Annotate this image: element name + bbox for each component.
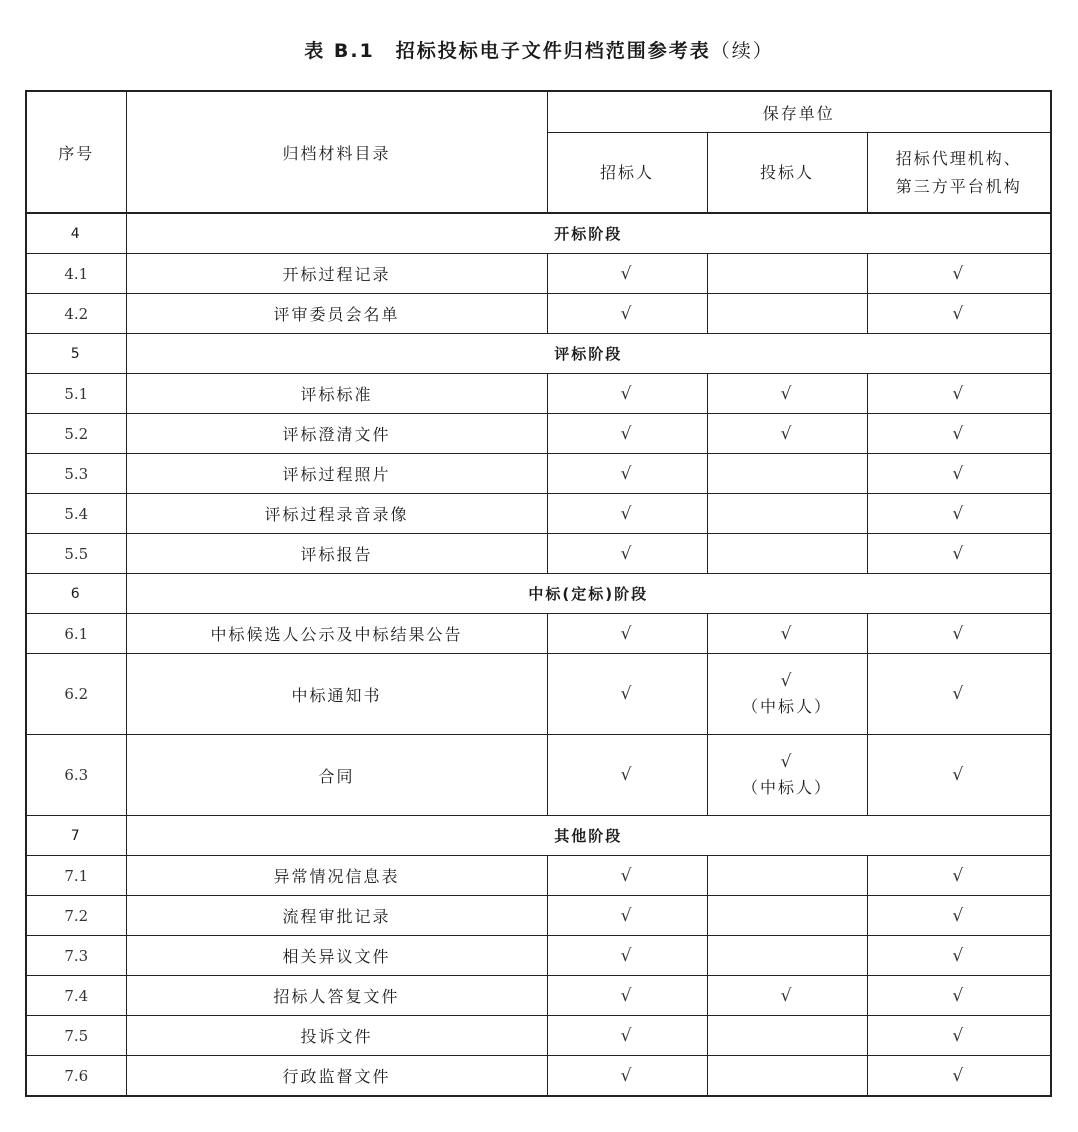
row-material: 评标报告 — [126, 534, 547, 574]
header-agency-line2: 第三方平台机构 — [895, 176, 1022, 196]
table-row — [26, 654, 1051, 735]
stage-row — [26, 816, 1051, 856]
row-material: 异常情况信息表 — [126, 856, 547, 896]
table-row — [26, 976, 1051, 1016]
row-tenderer-mark: √ — [547, 856, 707, 896]
row-material: 开标过程记录 — [126, 254, 547, 294]
stage-name: 开标阶段 — [126, 213, 1051, 254]
stage-row — [26, 574, 1051, 614]
row-number: 4.1 — [26, 254, 126, 294]
row-bidder-mark: √ — [780, 752, 794, 772]
row-agency-mark: √ — [867, 976, 1051, 1016]
row-number: 5.2 — [26, 414, 126, 454]
row-agency-mark: √ — [867, 454, 1051, 494]
row-bidder-mark — [707, 254, 867, 294]
row-material: 中标候选人公示及中标结果公告 — [126, 614, 547, 654]
table-row — [26, 1016, 1051, 1056]
row-tenderer-mark: √ — [547, 654, 707, 735]
table-row — [26, 254, 1051, 294]
table-title-suffix: （续） — [710, 40, 774, 62]
stage-row — [26, 213, 1051, 254]
row-tenderer-mark: √ — [547, 454, 707, 494]
row-bidder-mark — [707, 1056, 867, 1097]
table-row — [26, 735, 1051, 816]
row-number: 7.6 — [26, 1056, 126, 1097]
row-tenderer-mark: √ — [547, 414, 707, 454]
table-row — [26, 1056, 1051, 1097]
row-bidder-cell — [707, 654, 867, 735]
row-bidder-note: （中标人） — [741, 697, 832, 716]
table-row — [26, 494, 1051, 534]
row-tenderer-mark: √ — [547, 735, 707, 816]
table-row — [26, 414, 1051, 454]
row-material: 评标澄清文件 — [126, 414, 547, 454]
row-bidder-mark: √ — [707, 976, 867, 1016]
row-material: 流程审批记录 — [126, 896, 547, 936]
row-material: 中标通知书 — [126, 654, 547, 735]
row-tenderer-mark: √ — [547, 896, 707, 936]
header-catalog: 归档材料目录 — [126, 91, 547, 213]
table-row — [26, 294, 1051, 334]
row-agency-mark: √ — [867, 534, 1051, 574]
row-number: 5.3 — [26, 454, 126, 494]
stage-number: 4 — [26, 213, 126, 254]
row-agency-mark: √ — [867, 374, 1051, 414]
row-bidder-mark — [707, 454, 867, 494]
row-bidder-mark — [707, 856, 867, 896]
row-bidder-cell — [707, 735, 867, 816]
header-agency-line1: 招标代理机构、 — [895, 148, 1022, 168]
row-material: 评标标准 — [126, 374, 547, 414]
row-number: 5.5 — [26, 534, 126, 574]
row-agency-mark: √ — [867, 1016, 1051, 1056]
row-number: 5.4 — [26, 494, 126, 534]
row-bidder-mark — [707, 1016, 867, 1056]
row-tenderer-mark: √ — [547, 294, 707, 334]
row-bidder-note: （中标人） — [741, 778, 832, 797]
row-agency-mark: √ — [867, 254, 1051, 294]
table-row — [26, 454, 1051, 494]
row-bidder-mark — [707, 294, 867, 334]
table-row — [26, 936, 1051, 976]
row-agency-mark: √ — [867, 896, 1051, 936]
stage-name: 其他阶段 — [126, 816, 1051, 856]
row-bidder-mark: √ — [780, 671, 794, 691]
row-material: 投诉文件 — [126, 1016, 547, 1056]
row-number: 7.1 — [26, 856, 126, 896]
table-row — [26, 896, 1051, 936]
table-title-main: 表 B.1 招标投标电子文件归档范围参考表 — [304, 40, 711, 62]
header-agency — [867, 133, 1051, 214]
header-bidder: 投标人 — [707, 133, 867, 214]
row-tenderer-mark: √ — [547, 936, 707, 976]
row-number: 7.2 — [26, 896, 126, 936]
row-material: 行政监督文件 — [126, 1056, 547, 1097]
row-bidder-mark: √ — [707, 614, 867, 654]
archive-scope-table — [25, 90, 1052, 1097]
header-row — [26, 91, 1051, 133]
stage-name: 中标(定标)阶段 — [126, 574, 1051, 614]
row-material: 评审委员会名单 — [126, 294, 547, 334]
stage-number: 6 — [26, 574, 126, 614]
stage-row — [26, 334, 1051, 374]
row-tenderer-mark: √ — [547, 614, 707, 654]
row-tenderer-mark: √ — [547, 1056, 707, 1097]
row-tenderer-mark: √ — [547, 534, 707, 574]
row-agency-mark: √ — [867, 614, 1051, 654]
row-agency-mark: √ — [867, 735, 1051, 816]
stage-name: 评标阶段 — [126, 334, 1051, 374]
row-bidder-mark — [707, 896, 867, 936]
table-row — [26, 856, 1051, 896]
row-number: 4.2 — [26, 294, 126, 334]
header-storage-unit: 保存单位 — [547, 91, 1051, 133]
header-seq: 序号 — [26, 91, 126, 213]
row-material: 相关异议文件 — [126, 936, 547, 976]
row-agency-mark: √ — [867, 494, 1051, 534]
row-number: 7.5 — [26, 1016, 126, 1056]
row-bidder-mark: √ — [707, 374, 867, 414]
row-material: 合同 — [126, 735, 547, 816]
row-material: 评标过程照片 — [126, 454, 547, 494]
row-agency-mark: √ — [867, 856, 1051, 896]
table-row — [26, 534, 1051, 574]
row-tenderer-mark: √ — [547, 1016, 707, 1056]
row-number: 6.2 — [26, 654, 126, 735]
row-agency-mark: √ — [867, 294, 1051, 334]
table-row — [26, 374, 1051, 414]
row-number: 6.3 — [26, 735, 126, 816]
row-tenderer-mark: √ — [547, 374, 707, 414]
row-tenderer-mark: √ — [547, 254, 707, 294]
table-title — [0, 36, 1078, 63]
row-bidder-mark — [707, 494, 867, 534]
row-agency-mark: √ — [867, 1056, 1051, 1097]
row-material: 招标人答复文件 — [126, 976, 547, 1016]
row-bidder-mark: √ — [707, 414, 867, 454]
table-row — [26, 614, 1051, 654]
row-bidder-mark — [707, 936, 867, 976]
row-agency-mark: √ — [867, 654, 1051, 735]
row-bidder-mark — [707, 534, 867, 574]
header-tenderer: 招标人 — [547, 133, 707, 214]
row-number: 7.4 — [26, 976, 126, 1016]
row-material: 评标过程录音录像 — [126, 494, 547, 534]
row-number: 6.1 — [26, 614, 126, 654]
row-tenderer-mark: √ — [547, 494, 707, 534]
row-agency-mark: √ — [867, 414, 1051, 454]
row-number: 5.1 — [26, 374, 126, 414]
row-tenderer-mark: √ — [547, 976, 707, 1016]
row-number: 7.3 — [26, 936, 126, 976]
stage-number: 5 — [26, 334, 126, 374]
row-agency-mark: √ — [867, 936, 1051, 976]
stage-number: 7 — [26, 816, 126, 856]
